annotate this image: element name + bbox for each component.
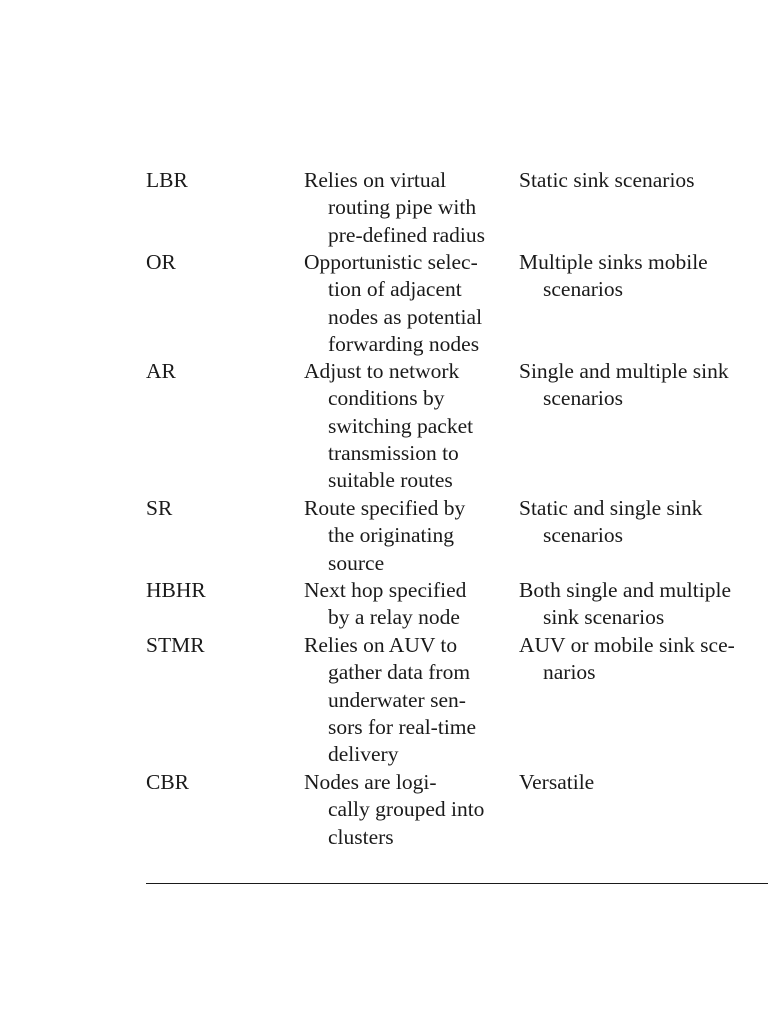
protocol-abbreviation: HBHR — [146, 578, 206, 602]
table-row — [146, 577, 768, 632]
protocol-abbreviation: LBR — [146, 168, 188, 192]
table-row — [146, 249, 768, 358]
routing-mechanism: Relies on virtual routing pipe with pre-defined radius — [304, 168, 485, 247]
protocol-abbreviation: AR — [146, 359, 176, 383]
routing-mechanism: Opportunistic selec- tion of adjacent nodes as potential forwarding nodes — [304, 250, 483, 356]
routing-mechanism: Adjust to network conditions by switching packet transmission to suitable routes — [304, 359, 474, 493]
application-scenario: Versatile — [519, 770, 595, 794]
table-row — [146, 358, 768, 495]
routing-mechanism: Nodes are logi- cally grouped into clusters — [304, 770, 485, 849]
application-scenario: Static and single sink scenarios — [519, 496, 703, 548]
protocol-abbreviation: SR — [146, 496, 173, 520]
routing-mechanism: Route specified by the originating source — [304, 496, 466, 575]
application-scenario: Static sink scenarios — [519, 168, 695, 192]
table-bottom-rule — [146, 883, 768, 884]
application-scenario: AUV or mobile sink sce- narios — [519, 633, 735, 685]
table-row — [146, 167, 768, 249]
application-scenario: Both single and multiple sink scenarios — [519, 578, 731, 630]
routing-protocol-table — [146, 167, 768, 851]
protocol-abbreviation: STMR — [146, 633, 205, 657]
table-row — [146, 495, 768, 577]
protocol-abbreviation: CBR — [146, 770, 190, 794]
routing-mechanism: Next hop specified by a relay node — [304, 578, 467, 630]
application-scenario: Multiple sinks mobile scenarios — [519, 250, 708, 302]
routing-mechanism: Relies on AUV to gather data from underwater sen- sors for real-time delivery — [304, 633, 477, 767]
table-row — [146, 632, 768, 769]
application-scenario: Single and multiple sink scenarios — [519, 359, 729, 411]
table-row — [146, 769, 768, 851]
protocol-abbreviation: OR — [146, 250, 176, 274]
